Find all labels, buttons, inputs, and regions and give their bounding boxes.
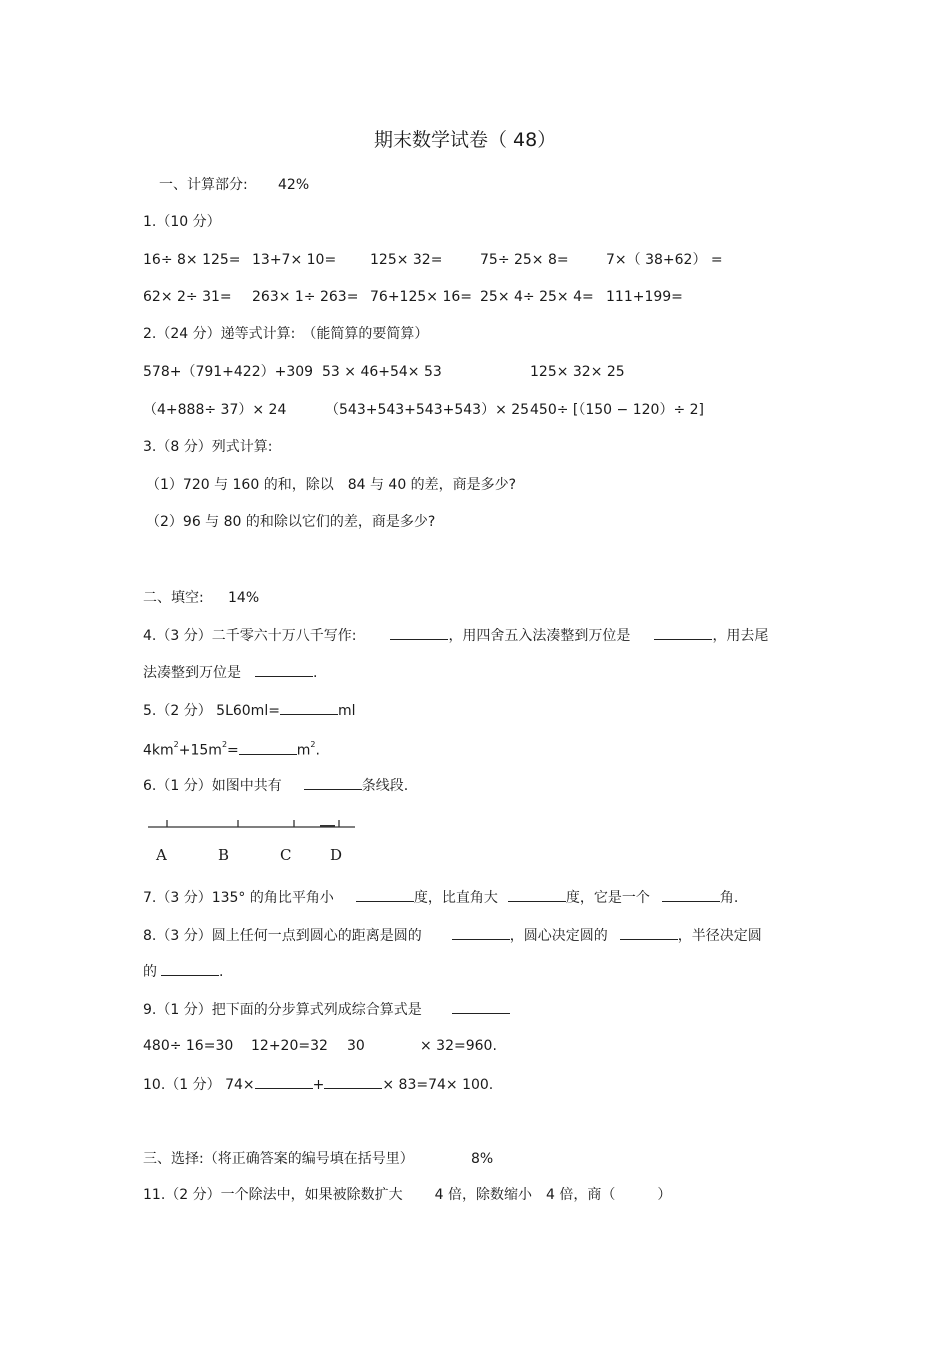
- point-label: D: [330, 846, 343, 864]
- q6-text: 条线段.: [361, 778, 409, 794]
- answer-blank[interactable]: [255, 662, 313, 677]
- q5-text: 4km: [143, 742, 174, 759]
- q10-text: × 83=74× 100.: [382, 1077, 494, 1093]
- q5-text: =: [227, 742, 239, 759]
- q1-head: 1.（10 分）: [143, 214, 221, 230]
- q5-line-1: [143, 700, 355, 720]
- q4-text: 4.（3 分）二千零六十万八千写作:: [143, 628, 357, 644]
- answer-blank[interactable]: [304, 775, 362, 790]
- q2-head: 2.（24 分）递等式计算: （能简算的要简算）: [143, 326, 429, 342]
- answer-blank[interactable]: [452, 999, 510, 1014]
- section-1-heading: 一、计算部分:: [159, 177, 248, 193]
- q2-item: （4+888÷ 37）× 24: [143, 402, 287, 418]
- q5-text: .: [315, 742, 320, 759]
- q2-item: 53 × 46+54× 53: [322, 364, 442, 380]
- q5-text: ml: [337, 703, 356, 719]
- answer-blank[interactable]: [390, 625, 448, 640]
- q6-line: [143, 775, 408, 795]
- q1-item: 62× 2÷ 31=: [143, 289, 232, 305]
- answer-blank[interactable]: [356, 887, 414, 902]
- answer-blank[interactable]: [239, 740, 297, 755]
- q11-text: 4 倍，除数缩小: [434, 1187, 532, 1203]
- answer-blank[interactable]: [508, 887, 566, 902]
- q3-head: 3.（8 分）列式计算:: [143, 439, 273, 455]
- q8-text: ，圆心决定圆的: [509, 928, 608, 944]
- q7-text: 度，比直角大: [413, 890, 498, 906]
- q9-step: 12+20=32: [251, 1038, 328, 1054]
- q10-text: +: [312, 1077, 325, 1093]
- section-1-percent: 42%: [278, 177, 310, 193]
- q4-line-2: [143, 662, 317, 682]
- q5-sup: 2: [173, 740, 179, 749]
- q5-line-2: [143, 738, 320, 760]
- q7-text: 度，它是一个: [565, 890, 650, 906]
- q5-text: +15m: [178, 742, 222, 759]
- answer-blank[interactable]: [280, 700, 338, 715]
- q2-item: 125× 32× 25: [530, 364, 625, 380]
- q8-line-2: [143, 961, 223, 981]
- q4-text: 法凑整到万位是: [143, 665, 241, 681]
- q1-item: 16÷ 8× 125=: [143, 252, 241, 268]
- q1-item: 75÷ 25× 8=: [480, 252, 569, 268]
- answer-blank[interactable]: [654, 625, 712, 640]
- answer-blank[interactable]: [255, 1074, 313, 1089]
- q8-line-1: [143, 925, 762, 945]
- section-3-heading: 三、选择:（将正确答案的编号填在括号里）: [143, 1151, 414, 1167]
- line-segment-figure: [145, 812, 360, 867]
- q9-step: 480÷ 16=30: [143, 1038, 234, 1054]
- q2-item: 578+（791+422）+309: [143, 364, 314, 380]
- q5-sup: 2: [310, 740, 316, 749]
- point-label: A: [156, 846, 167, 864]
- q1-item: 111+199=: [606, 289, 683, 305]
- q5-text: m: [296, 742, 311, 759]
- q3-part-1: （1）720 与 160 的和，除以 84 与 40 的差，商是多少?: [146, 477, 517, 493]
- q4-text: ，用去尾: [712, 628, 769, 644]
- q1-item: 7×（ 38+62） =: [606, 252, 723, 268]
- q2-item: 450÷ [（150 − 120）÷ 2]: [530, 402, 704, 418]
- point-label: B: [218, 846, 230, 864]
- answer-blank[interactable]: [662, 887, 720, 902]
- q1-item: 13+7× 10=: [252, 252, 337, 268]
- answer-blank[interactable]: [161, 961, 219, 976]
- q6-text: 6.（1 分）如图中共有: [143, 778, 282, 794]
- q11-line: [143, 1186, 671, 1204]
- section-2-heading: 二、填空:: [143, 590, 204, 606]
- q3-part-2: （2）96 与 80 的和除以它们的差，商是多少?: [146, 514, 436, 530]
- q10-text: 10.（1 分） 74×: [143, 1077, 255, 1093]
- answer-blank[interactable]: [620, 925, 678, 940]
- q4-text: .: [313, 665, 318, 681]
- q8-text: ，半径决定圆: [677, 928, 762, 944]
- q2-item: （543+543+543+543）× 25: [325, 402, 530, 418]
- q4-line-1: [143, 625, 768, 645]
- q8-text: .: [219, 964, 224, 980]
- q1-item: 125× 32=: [370, 252, 443, 268]
- q4-text: ，用四舍五入法凑整到万位是: [448, 628, 631, 644]
- page-title: 期末数学试卷（ 48）: [374, 129, 557, 151]
- q9-step: 30: [347, 1038, 365, 1054]
- q7-text: 角.: [719, 890, 739, 906]
- answer-blank[interactable]: [452, 925, 510, 940]
- q11-text: 4 倍，商（ ）: [545, 1187, 672, 1203]
- answer-blank[interactable]: [324, 1074, 382, 1089]
- q1-item: 76+125× 16=: [370, 289, 472, 305]
- section-2-percent: 14%: [228, 590, 260, 606]
- q9-step: × 32=960.: [420, 1038, 497, 1054]
- q5-sup: 2: [221, 740, 228, 749]
- q7-text: 7.（3 分）135° 的角比平角小: [143, 890, 334, 906]
- point-label: C: [280, 846, 292, 864]
- q9-text: 9.（1 分）把下面的分步算式列成综合算式是: [143, 1002, 422, 1018]
- q5-text: 5.（2 分） 5L60ml=: [143, 703, 280, 719]
- section-3-percent: 8%: [471, 1151, 494, 1167]
- q9-line: [143, 999, 510, 1019]
- q1-item: 25× 4÷ 25× 4=: [480, 289, 594, 305]
- q8-text: 8.（3 分）圆上任何一点到圆心的距离是圆的: [143, 928, 422, 944]
- q8-text: 的: [143, 964, 157, 980]
- q7-line: [143, 887, 738, 907]
- q1-item: 263× 1÷ 263=: [252, 289, 359, 305]
- q11-text: 11.（2 分）一个除法中，如果被除数扩大: [143, 1187, 403, 1203]
- q10-line: [143, 1074, 493, 1094]
